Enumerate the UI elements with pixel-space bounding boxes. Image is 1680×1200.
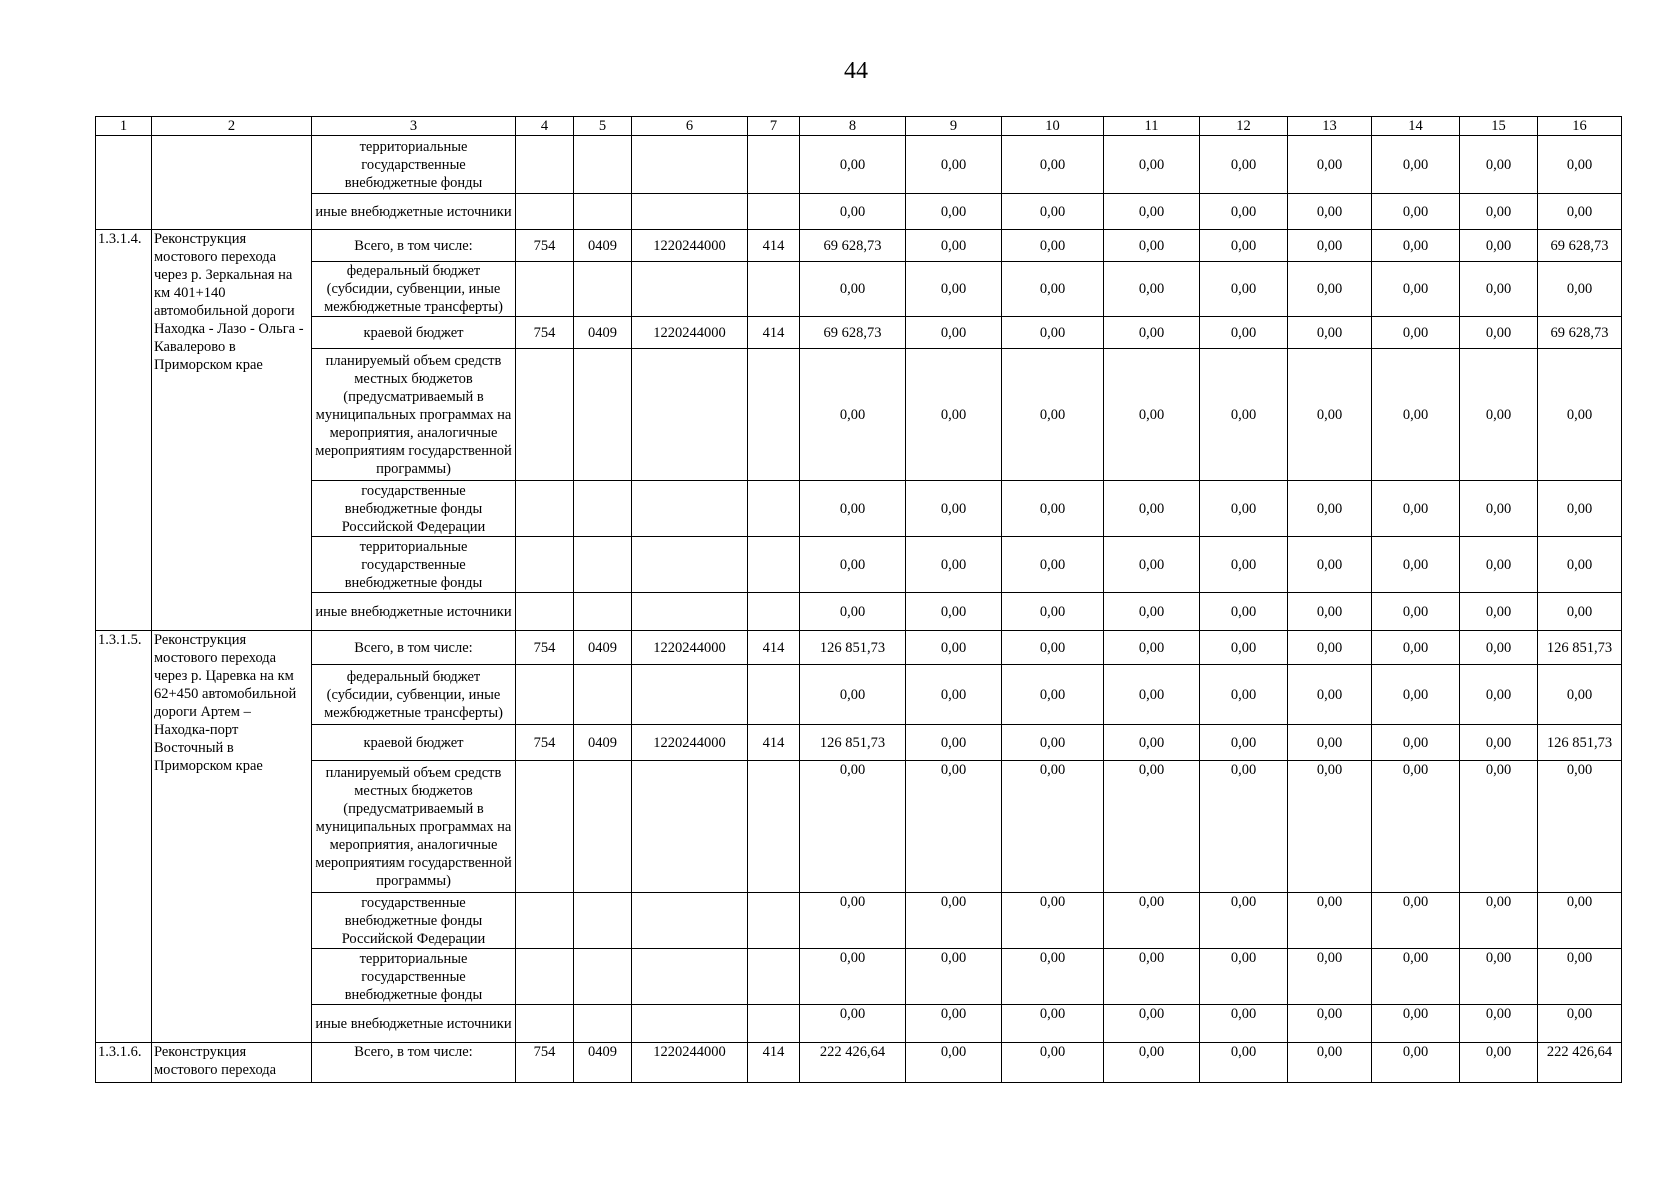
- value-cell: 69 628,73: [1538, 230, 1622, 262]
- source-cell: краевой бюджет: [312, 317, 516, 349]
- value-cell: 0,00: [1460, 761, 1538, 893]
- value-cell: 0,00: [1002, 194, 1104, 230]
- value-cell: 0,00: [1538, 349, 1622, 481]
- value-cell: 0,00: [1288, 537, 1372, 593]
- value-cell: 0,00: [1002, 317, 1104, 349]
- value-cell: 0,00: [800, 537, 906, 593]
- table-row: [96, 665, 1622, 725]
- budget-table: [95, 116, 1622, 1083]
- code-cell: [748, 262, 800, 317]
- code-cell: [632, 349, 748, 481]
- table-row: [96, 1005, 1622, 1043]
- table-row: [96, 1043, 1622, 1083]
- value-cell: 0,00: [1200, 1043, 1288, 1083]
- value-cell: 0,00: [1288, 230, 1372, 262]
- code-cell: [574, 194, 632, 230]
- value-cell: 0,00: [1460, 1043, 1538, 1083]
- value-cell: 0,00: [1002, 1005, 1104, 1043]
- value-cell: 0,00: [1538, 893, 1622, 949]
- source-cell: федеральный бюджет (субсидии, субвенции, иные межбюджетные трансферты): [312, 262, 516, 317]
- value-cell: 0,00: [1372, 949, 1460, 1005]
- code-cell: [632, 262, 748, 317]
- table-row: [96, 349, 1622, 481]
- code-cell: [748, 593, 800, 631]
- value-cell: 0,00: [1104, 761, 1200, 893]
- code-cell: [748, 761, 800, 893]
- value-cell: 0,00: [1104, 893, 1200, 949]
- value-cell: 0,00: [1002, 262, 1104, 317]
- item-code-cell: [96, 136, 152, 230]
- value-cell: 0,00: [1200, 949, 1288, 1005]
- code-cell: [748, 349, 800, 481]
- value-cell: 0,00: [1460, 665, 1538, 725]
- source-cell: государственные внебюджетные фонды Российской Федерации: [312, 893, 516, 949]
- value-cell: 0,00: [800, 262, 906, 317]
- value-cell: 0,00: [1200, 262, 1288, 317]
- code-cell: 754: [516, 631, 574, 665]
- value-cell: 69 628,73: [800, 317, 906, 349]
- table-row: [96, 593, 1622, 631]
- source-cell: территориальные государственные внебюджетные фонды: [312, 537, 516, 593]
- item-code: 1.3.1.6.: [96, 1043, 152, 1083]
- value-cell: 0,00: [1104, 1043, 1200, 1083]
- source-cell: Всего, в том числе:: [312, 1043, 516, 1083]
- header-cell: 2: [152, 117, 312, 136]
- code-cell: [516, 349, 574, 481]
- header-cell: 5: [574, 117, 632, 136]
- header-cell: 10: [1002, 117, 1104, 136]
- value-cell: 0,00: [1372, 893, 1460, 949]
- value-cell: 0,00: [1372, 537, 1460, 593]
- item-name: Реконструкция мостового перехода через р. Царевка на км 62+450 автомобильной дороги Артем – Находка-порт Восточный в Приморском крае: [152, 631, 312, 1043]
- code-cell: [574, 136, 632, 194]
- code-cell: 414: [748, 631, 800, 665]
- value-cell: 0,00: [1460, 230, 1538, 262]
- value-cell: 0,00: [906, 665, 1002, 725]
- code-cell: 0409: [574, 631, 632, 665]
- value-cell: 0,00: [1372, 262, 1460, 317]
- code-cell: [748, 194, 800, 230]
- value-cell: 0,00: [906, 537, 1002, 593]
- value-cell: 0,00: [906, 262, 1002, 317]
- value-cell: 0,00: [906, 481, 1002, 537]
- value-cell: 0,00: [1002, 481, 1104, 537]
- value-cell: 0,00: [1460, 725, 1538, 761]
- code-cell: [632, 537, 748, 593]
- value-cell: 0,00: [1002, 725, 1104, 761]
- value-cell: 0,00: [1372, 593, 1460, 631]
- value-cell: 0,00: [1104, 349, 1200, 481]
- value-cell: 0,00: [800, 593, 906, 631]
- code-cell: [632, 194, 748, 230]
- header-cell: 12: [1200, 117, 1288, 136]
- code-cell: [632, 665, 748, 725]
- item-name: Реконструкция мостового перехода: [152, 1043, 312, 1083]
- value-cell: 0,00: [1200, 761, 1288, 893]
- value-cell: 0,00: [1104, 317, 1200, 349]
- code-cell: 0409: [574, 1043, 632, 1083]
- value-cell: 0,00: [1460, 349, 1538, 481]
- table-row: [96, 761, 1622, 893]
- value-cell: 69 628,73: [800, 230, 906, 262]
- value-cell: 0,00: [1104, 593, 1200, 631]
- source-cell: краевой бюджет: [312, 725, 516, 761]
- value-cell: 0,00: [1200, 136, 1288, 194]
- value-cell: 0,00: [1538, 665, 1622, 725]
- value-cell: 0,00: [1002, 949, 1104, 1005]
- code-cell: [516, 537, 574, 593]
- value-cell: 0,00: [1200, 593, 1288, 631]
- code-cell: [574, 949, 632, 1005]
- code-cell: 1220244000: [632, 1043, 748, 1083]
- value-cell: 0,00: [1200, 893, 1288, 949]
- source-cell: планируемый объем средств местных бюджетов (предусматриваемый в муниципальных программах на мероприятия, аналогичные мероприятиям государственной программы): [312, 349, 516, 481]
- value-cell: 0,00: [1288, 665, 1372, 725]
- value-cell: 0,00: [1002, 631, 1104, 665]
- code-cell: [574, 1005, 632, 1043]
- value-cell: 126 851,73: [800, 631, 906, 665]
- code-cell: [632, 761, 748, 893]
- code-cell: [748, 949, 800, 1005]
- value-cell: 222 426,64: [1538, 1043, 1622, 1083]
- value-cell: 0,00: [1372, 1043, 1460, 1083]
- source-cell: государственные внебюджетные фонды Российской Федерации: [312, 481, 516, 537]
- page-number: 44: [844, 58, 868, 84]
- value-cell: 0,00: [1538, 262, 1622, 317]
- value-cell: 0,00: [1200, 194, 1288, 230]
- table-row: [96, 262, 1622, 317]
- table-row: [96, 194, 1622, 230]
- value-cell: 0,00: [1372, 194, 1460, 230]
- value-cell: 0,00: [1288, 262, 1372, 317]
- code-cell: [516, 262, 574, 317]
- source-cell: иные внебюджетные источники: [312, 194, 516, 230]
- value-cell: 0,00: [1002, 761, 1104, 893]
- value-cell: 0,00: [1460, 262, 1538, 317]
- value-cell: 0,00: [1104, 136, 1200, 194]
- value-cell: 0,00: [1002, 893, 1104, 949]
- value-cell: 0,00: [1538, 194, 1622, 230]
- value-cell: 0,00: [1288, 349, 1372, 481]
- value-cell: 0,00: [800, 194, 906, 230]
- value-cell: 0,00: [1288, 194, 1372, 230]
- value-cell: 0,00: [1538, 949, 1622, 1005]
- value-cell: 0,00: [1002, 1043, 1104, 1083]
- code-cell: [516, 893, 574, 949]
- value-cell: 0,00: [800, 893, 906, 949]
- value-cell: 0,00: [1002, 593, 1104, 631]
- code-cell: [516, 761, 574, 893]
- value-cell: 0,00: [1372, 665, 1460, 725]
- value-cell: 222 426,64: [800, 1043, 906, 1083]
- value-cell: 0,00: [1104, 230, 1200, 262]
- code-cell: [632, 949, 748, 1005]
- value-cell: 0,00: [1104, 194, 1200, 230]
- value-cell: 0,00: [1288, 893, 1372, 949]
- table-row: [96, 481, 1622, 537]
- code-cell: 0409: [574, 317, 632, 349]
- value-cell: 0,00: [1288, 481, 1372, 537]
- code-cell: 414: [748, 725, 800, 761]
- header-cell: 3: [312, 117, 516, 136]
- table-row: [96, 949, 1622, 1005]
- table-row: [96, 893, 1622, 949]
- value-cell: 0,00: [1538, 537, 1622, 593]
- value-cell: 0,00: [1538, 136, 1622, 194]
- value-cell: 0,00: [1372, 1005, 1460, 1043]
- value-cell: 0,00: [906, 317, 1002, 349]
- value-cell: 0,00: [906, 761, 1002, 893]
- value-cell: 0,00: [1538, 761, 1622, 893]
- code-cell: [748, 893, 800, 949]
- value-cell: 0,00: [1104, 537, 1200, 593]
- code-cell: 1220244000: [632, 725, 748, 761]
- header-cell: 1: [96, 117, 152, 136]
- table-row: [96, 230, 1622, 262]
- value-cell: 0,00: [1104, 949, 1200, 1005]
- table-row: [96, 537, 1622, 593]
- value-cell: 0,00: [800, 761, 906, 893]
- item-name: Реконструкция мостового перехода через р. Зеркальная на км 401+140 автомобильной дороги Находка - Лазо - Ольга - Кавалерово в Приморском крае: [152, 230, 312, 631]
- value-cell: 0,00: [906, 1005, 1002, 1043]
- item-code: 1.3.1.4.: [96, 230, 152, 631]
- value-cell: 0,00: [1002, 665, 1104, 725]
- value-cell: 0,00: [906, 194, 1002, 230]
- table-row: [96, 631, 1622, 665]
- code-cell: 754: [516, 230, 574, 262]
- value-cell: 69 628,73: [1538, 317, 1622, 349]
- value-cell: 0,00: [1288, 136, 1372, 194]
- value-cell: 0,00: [906, 1043, 1002, 1083]
- code-cell: [748, 537, 800, 593]
- code-cell: 754: [516, 725, 574, 761]
- value-cell: 0,00: [906, 893, 1002, 949]
- value-cell: 0,00: [1288, 317, 1372, 349]
- value-cell: 0,00: [1372, 136, 1460, 194]
- code-cell: [748, 665, 800, 725]
- code-cell: 754: [516, 317, 574, 349]
- value-cell: 0,00: [1200, 1005, 1288, 1043]
- code-cell: [632, 1005, 748, 1043]
- value-cell: 0,00: [1288, 949, 1372, 1005]
- value-cell: 0,00: [1372, 725, 1460, 761]
- value-cell: 0,00: [800, 481, 906, 537]
- value-cell: 0,00: [1372, 761, 1460, 893]
- value-cell: 0,00: [1002, 349, 1104, 481]
- value-cell: 0,00: [906, 725, 1002, 761]
- header-cell: 6: [632, 117, 748, 136]
- code-cell: [516, 481, 574, 537]
- value-cell: 0,00: [906, 593, 1002, 631]
- code-cell: [632, 481, 748, 537]
- value-cell: 0,00: [1002, 230, 1104, 262]
- value-cell: 0,00: [1200, 631, 1288, 665]
- value-cell: 0,00: [1104, 1005, 1200, 1043]
- value-cell: 0,00: [1200, 725, 1288, 761]
- value-cell: 0,00: [1288, 593, 1372, 631]
- header-cell: 16: [1538, 117, 1622, 136]
- value-cell: 0,00: [1460, 893, 1538, 949]
- item-code: 1.3.1.5.: [96, 631, 152, 1043]
- source-cell: Всего, в том числе:: [312, 230, 516, 262]
- value-cell: 0,00: [800, 949, 906, 1005]
- code-cell: [748, 1005, 800, 1043]
- value-cell: 0,00: [906, 631, 1002, 665]
- table-row: [96, 725, 1622, 761]
- code-cell: 1220244000: [632, 230, 748, 262]
- value-cell: 126 851,73: [1538, 725, 1622, 761]
- value-cell: 0,00: [1200, 481, 1288, 537]
- code-cell: 414: [748, 317, 800, 349]
- source-cell: планируемый объем средств местных бюджетов (предусматриваемый в муниципальных программах на мероприятия, аналогичные мероприятиям государственной программы): [312, 761, 516, 893]
- code-cell: [574, 537, 632, 593]
- value-cell: 0,00: [800, 349, 906, 481]
- code-cell: [516, 949, 574, 1005]
- code-cell: [632, 136, 748, 194]
- value-cell: 126 851,73: [1538, 631, 1622, 665]
- value-cell: 0,00: [1460, 317, 1538, 349]
- value-cell: 0,00: [1288, 725, 1372, 761]
- value-cell: 0,00: [1460, 593, 1538, 631]
- code-cell: [574, 349, 632, 481]
- source-cell: федеральный бюджет (субсидии, субвенции, иные межбюджетные трансферты): [312, 665, 516, 725]
- source-cell: Всего, в том числе:: [312, 631, 516, 665]
- code-cell: 1220244000: [632, 631, 748, 665]
- value-cell: 0,00: [1372, 481, 1460, 537]
- value-cell: 0,00: [1002, 537, 1104, 593]
- header-cell: 8: [800, 117, 906, 136]
- code-cell: [574, 893, 632, 949]
- source-cell: иные внебюджетные источники: [312, 593, 516, 631]
- value-cell: 0,00: [1200, 230, 1288, 262]
- header-cell: 7: [748, 117, 800, 136]
- code-cell: [574, 761, 632, 893]
- header-row: [96, 117, 1622, 136]
- value-cell: 0,00: [1288, 1043, 1372, 1083]
- table-body: [96, 117, 1622, 1083]
- code-cell: [516, 665, 574, 725]
- value-cell: 0,00: [1104, 481, 1200, 537]
- value-cell: 0,00: [1460, 136, 1538, 194]
- value-cell: 0,00: [800, 1005, 906, 1043]
- value-cell: 0,00: [1538, 1005, 1622, 1043]
- value-cell: 0,00: [800, 665, 906, 725]
- value-cell: 0,00: [1104, 665, 1200, 725]
- header-cell: 4: [516, 117, 574, 136]
- value-cell: 0,00: [1460, 481, 1538, 537]
- value-cell: 0,00: [1538, 593, 1622, 631]
- value-cell: 0,00: [1372, 631, 1460, 665]
- value-cell: 0,00: [1460, 631, 1538, 665]
- value-cell: 0,00: [906, 949, 1002, 1005]
- code-cell: [574, 593, 632, 631]
- value-cell: 0,00: [906, 349, 1002, 481]
- value-cell: 0,00: [1200, 317, 1288, 349]
- value-cell: 0,00: [1372, 230, 1460, 262]
- value-cell: 0,00: [1200, 537, 1288, 593]
- code-cell: [632, 593, 748, 631]
- source-cell: территориальные государственные внебюджетные фонды: [312, 136, 516, 194]
- code-cell: [748, 136, 800, 194]
- value-cell: 0,00: [1104, 725, 1200, 761]
- code-cell: [574, 481, 632, 537]
- value-cell: 0,00: [1288, 1005, 1372, 1043]
- value-cell: 0,00: [1372, 317, 1460, 349]
- value-cell: 0,00: [1288, 761, 1372, 893]
- code-cell: 414: [748, 1043, 800, 1083]
- value-cell: 0,00: [1372, 349, 1460, 481]
- value-cell: 0,00: [1104, 262, 1200, 317]
- value-cell: 0,00: [906, 136, 1002, 194]
- value-cell: 0,00: [1002, 136, 1104, 194]
- value-cell: 0,00: [800, 136, 906, 194]
- header-cell: 15: [1460, 117, 1538, 136]
- header-cell: 13: [1288, 117, 1372, 136]
- value-cell: 0,00: [1104, 631, 1200, 665]
- code-cell: [574, 665, 632, 725]
- value-cell: 0,00: [1460, 1005, 1538, 1043]
- header-cell: 14: [1372, 117, 1460, 136]
- source-cell: территориальные государственные внебюджетные фонды: [312, 949, 516, 1005]
- code-cell: 414: [748, 230, 800, 262]
- code-cell: 0409: [574, 725, 632, 761]
- code-cell: [516, 1005, 574, 1043]
- code-cell: 0409: [574, 230, 632, 262]
- value-cell: 0,00: [1200, 665, 1288, 725]
- source-cell: иные внебюджетные источники: [312, 1005, 516, 1043]
- value-cell: 0,00: [906, 230, 1002, 262]
- code-cell: [516, 194, 574, 230]
- item-name-cell: [152, 136, 312, 230]
- code-cell: 1220244000: [632, 317, 748, 349]
- code-cell: 754: [516, 1043, 574, 1083]
- code-cell: [574, 262, 632, 317]
- code-cell: [516, 136, 574, 194]
- value-cell: 0,00: [1460, 949, 1538, 1005]
- header-cell: 11: [1104, 117, 1200, 136]
- value-cell: 0,00: [1538, 481, 1622, 537]
- code-cell: [632, 893, 748, 949]
- value-cell: 0,00: [1460, 194, 1538, 230]
- table-row: [96, 136, 1622, 194]
- value-cell: 126 851,73: [800, 725, 906, 761]
- code-cell: [748, 481, 800, 537]
- table-row: [96, 317, 1622, 349]
- value-cell: 0,00: [1460, 537, 1538, 593]
- code-cell: [516, 593, 574, 631]
- header-cell: 9: [906, 117, 1002, 136]
- value-cell: 0,00: [1200, 349, 1288, 481]
- value-cell: 0,00: [1288, 631, 1372, 665]
